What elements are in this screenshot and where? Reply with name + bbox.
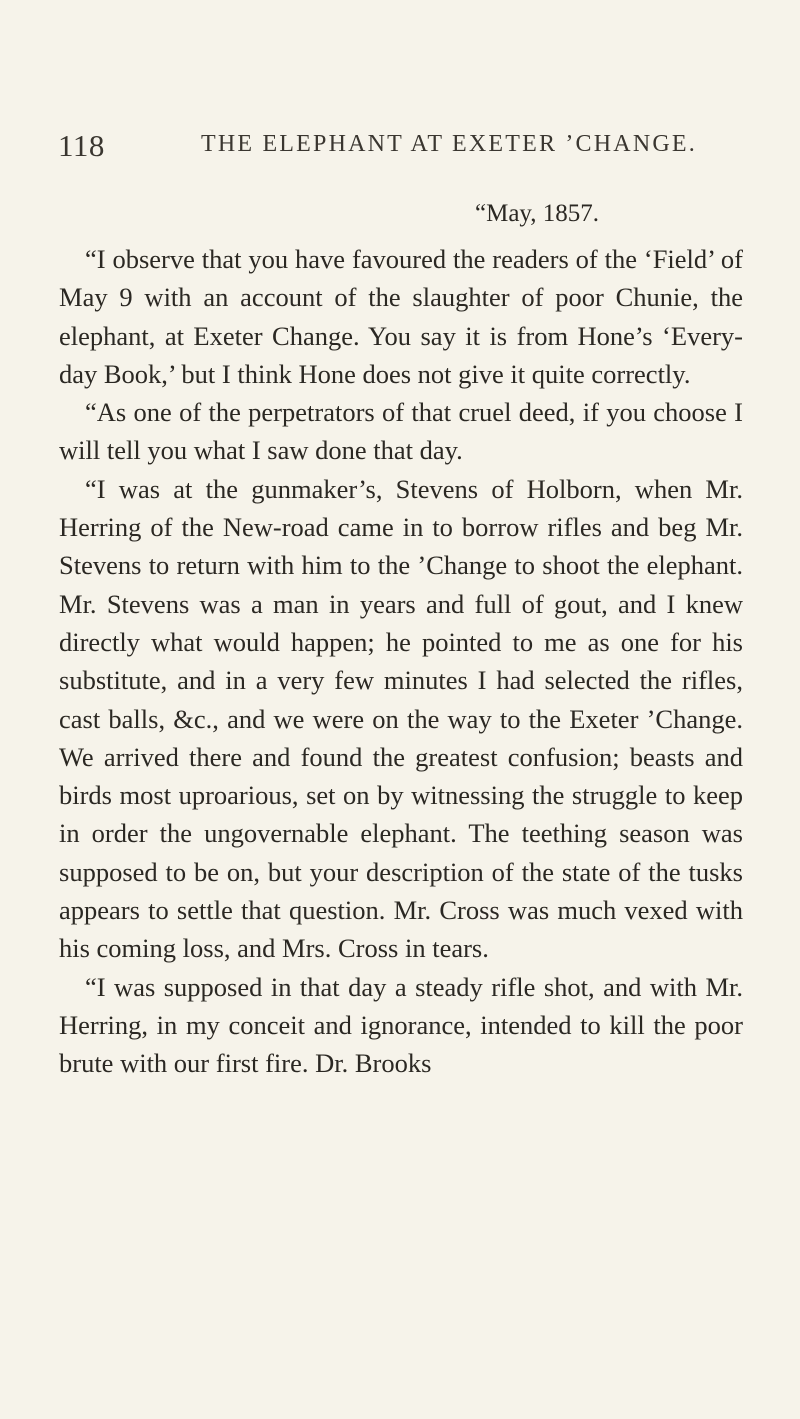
running-head [58,128,758,168]
page-number: 118 [58,128,105,163]
paragraph-3: “I was at the gunmaker’s, Stevens of Holborn, when Mr. Herring of the New-road came in to borrow rifles and beg Mr. Stevens to return with him to the ’Change to shoot the elephant. Mr. Stevens was a man in years and full of gout, and I knew directly what would happen; he pointed to me as one for his substitute, and in a very few minutes I had selected the rifles, cast balls, &c., and we were on the way to the Exeter ’Change. We arrived there and found the greatest confusion; beasts and birds most uproarious, set on by witnessing the struggle to keep in order the ungovernable elephant. The teething season was supposed to be on, but your description of the state of the tusks appears to settle that question. Mr. Cross was much vexed with his coming loss, and Mrs. Cross in tears. [59,473,743,964]
running-title: THE ELEPHANT AT EXETER ’CHANGE. [201,131,697,157]
paragraph-1: “I observe that you have favoured the readers of the ‘Field’ of May 9 with an account of the slaughter of poor Chunie, the elephant, at Exeter Change. You say it is from Hone’s ‘Every-day Book,’ but I think Hone does not give it quite correctly. [59,244,743,389]
paragraph-2: “As one of the perpetrators of that cruel deed, if you choose I will tell you what I saw done that day. [59,397,743,466]
letter-body [59,240,743,1083]
letter-dateline: “May, 1857. [475,200,600,227]
paragraph-4: “I was supposed in that day a steady rifle shot, and with Mr. Herring, in my conceit and ignorance, intended to kill the poor brute with our first fire. Dr. Brooks [59,971,743,1079]
